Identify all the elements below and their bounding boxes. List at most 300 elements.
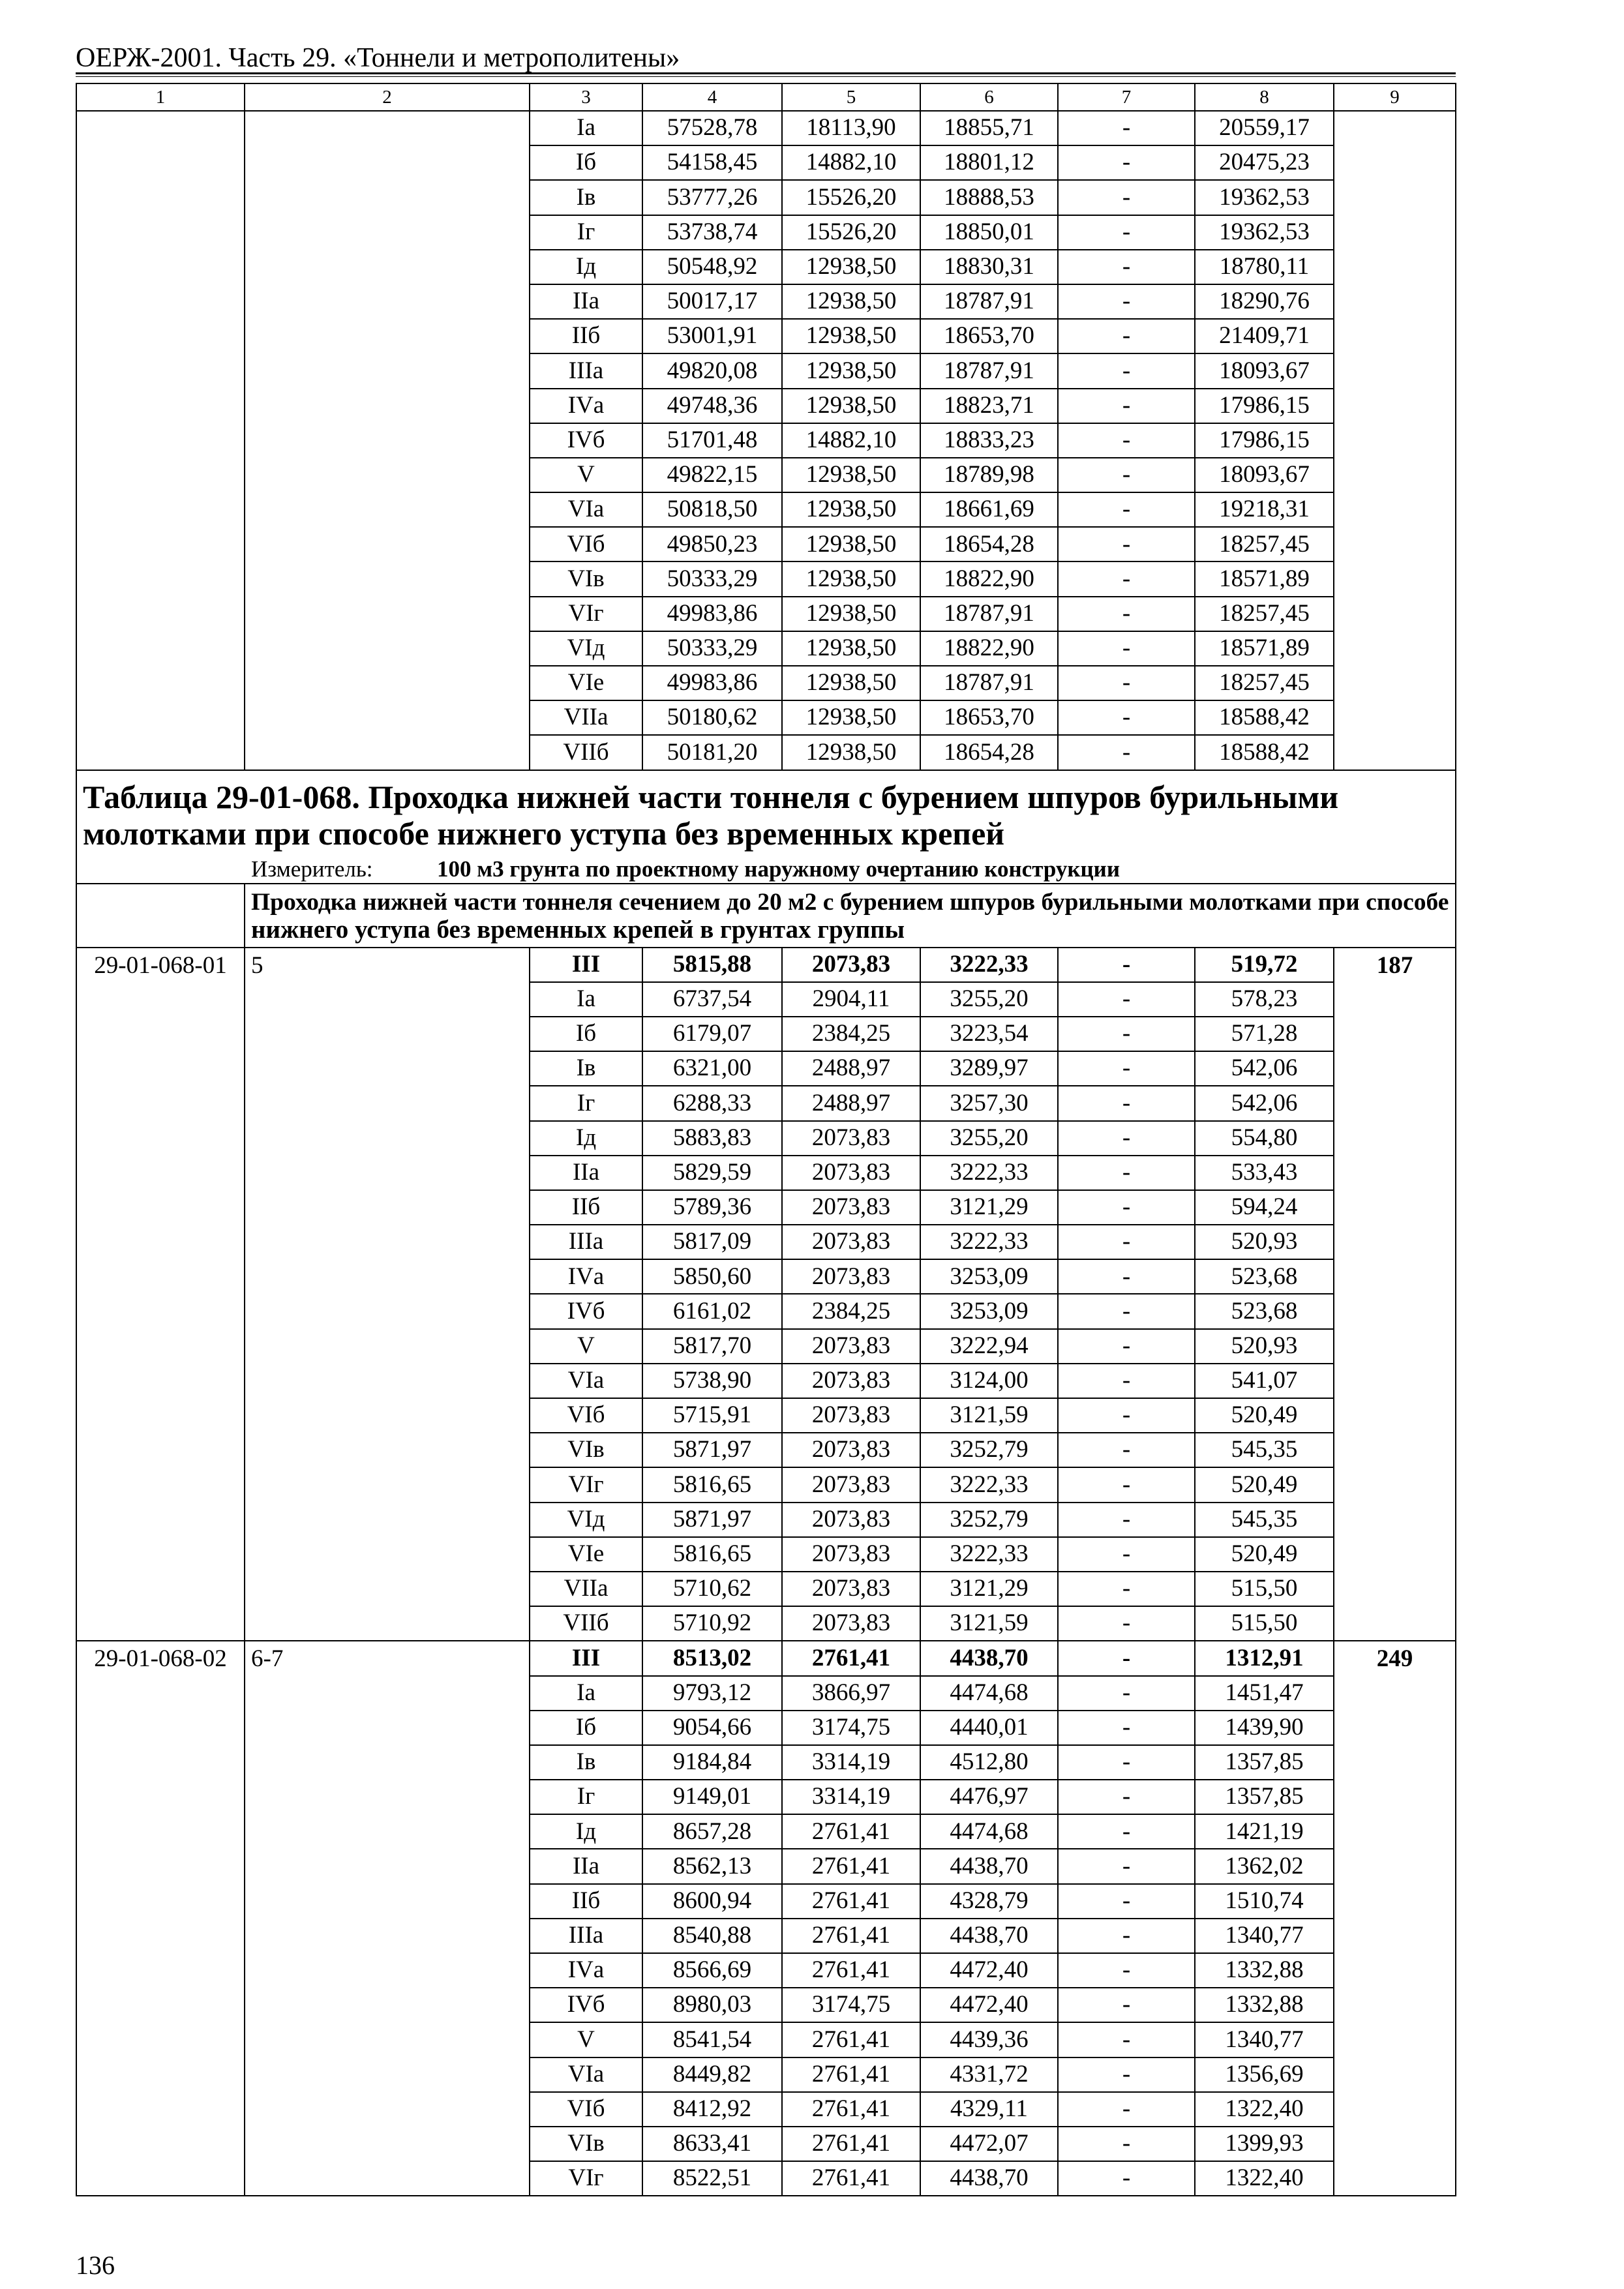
col8-value-cell: 1340,77 <box>1195 2022 1334 2057</box>
col4-value-cell: 9184,84 <box>642 1745 782 1780</box>
section-heading-cell <box>245 884 1456 948</box>
col7-value-cell: - <box>1058 735 1195 770</box>
ground-group-cell: Iд <box>530 1121 642 1156</box>
col7-value-cell: - <box>1058 423 1195 458</box>
col4-value-cell: 51701,48 <box>642 423 782 458</box>
col4-value-cell: 50333,29 <box>642 631 782 666</box>
col4-value-cell: 5738,90 <box>642 1364 782 1398</box>
ground-group-cell: IVб <box>530 1988 642 2022</box>
col8-value-cell: 1451,47 <box>1195 1676 1334 1711</box>
col7-value-cell: - <box>1058 700 1195 735</box>
column-number-cell: 9 <box>1334 83 1456 111</box>
col6-value-cell: 3257,30 <box>920 1086 1058 1120</box>
ground-group-cell: VIе <box>530 666 642 700</box>
col5-value-cell: 2073,83 <box>782 1121 920 1156</box>
col8-value-cell: 519,72 <box>1195 948 1334 982</box>
col6-value-cell: 4440,01 <box>920 1711 1058 1745</box>
col8-value-cell: 1421,19 <box>1195 1814 1334 1849</box>
col5-value-cell: 2761,41 <box>782 1953 920 1988</box>
col6-value-cell: 4329,11 <box>920 2092 1058 2127</box>
col4-value-cell: 5871,97 <box>642 1433 782 1467</box>
col7-value-cell: - <box>1058 1572 1195 1606</box>
col5-value-cell: 2904,11 <box>782 982 920 1017</box>
col5-value-cell: 2073,83 <box>782 1259 920 1294</box>
col6-value-cell: 3121,29 <box>920 1190 1058 1225</box>
table-title-line: Таблица 29-01-068. Проходка нижней части тоннеля с бурением шпуров бурильными <box>83 778 1339 815</box>
ground-group-cell: VIб <box>530 527 642 561</box>
col5-value-cell: 2761,41 <box>782 1814 920 1849</box>
col7-value-cell: - <box>1058 1849 1195 1883</box>
col8-value-cell: 515,50 <box>1195 1572 1334 1606</box>
col7-value-cell: - <box>1058 1988 1195 2022</box>
col8-value-cell: 19362,53 <box>1195 180 1334 215</box>
ground-group-cell: Iг <box>530 215 642 250</box>
ground-group-cell: IVб <box>530 1294 642 1328</box>
col8-value-cell: 520,49 <box>1195 1398 1334 1433</box>
col4-value-cell: 53001,91 <box>642 319 782 353</box>
col7-value-cell: - <box>1058 284 1195 319</box>
ground-group-cell: VIIб <box>530 1606 642 1641</box>
col7-value-cell: - <box>1058 948 1195 982</box>
col7-value-cell: - <box>1058 2092 1195 2127</box>
col6-value-cell: 18654,28 <box>920 735 1058 770</box>
col6-value-cell: 3252,79 <box>920 1433 1058 1467</box>
col4-value-cell: 50180,62 <box>642 700 782 735</box>
column-number-cell: 3 <box>530 83 642 111</box>
column-number-cell: 8 <box>1195 83 1334 111</box>
col7-value-cell: - <box>1058 1606 1195 1641</box>
col7-value-cell: - <box>1058 527 1195 561</box>
col7-value-cell: - <box>1058 1433 1195 1467</box>
ground-group-cell: VIIа <box>530 700 642 735</box>
col4-value-cell: 8541,54 <box>642 2022 782 2057</box>
col5-value-cell: 12938,50 <box>782 666 920 700</box>
col6-value-cell: 4331,72 <box>920 2057 1058 2092</box>
col4-value-cell: 8566,69 <box>642 1953 782 1988</box>
col6-value-cell: 18787,91 <box>920 284 1058 319</box>
col7-value-cell: - <box>1058 353 1195 388</box>
ground-group-cell: IIа <box>530 1156 642 1190</box>
col5-value-cell: 12938,50 <box>782 389 920 423</box>
col5-value-cell: 12938,50 <box>782 250 920 284</box>
col6-value-cell: 18787,91 <box>920 353 1058 388</box>
col8-value-cell: 1362,02 <box>1195 1849 1334 1883</box>
col8-value-cell: 541,07 <box>1195 1364 1334 1398</box>
column-number-cell: 2 <box>245 83 530 111</box>
col6-value-cell: 18654,28 <box>920 527 1058 561</box>
col7-value-cell: - <box>1058 1398 1195 1433</box>
col5-value-cell: 3174,75 <box>782 1988 920 2022</box>
col4-value-cell: 8449,82 <box>642 2057 782 2092</box>
col8-value-cell: 20559,17 <box>1195 111 1334 145</box>
col5-value-cell: 12938,50 <box>782 527 920 561</box>
col5-value-cell: 3174,75 <box>782 1711 920 1745</box>
col6-value-cell: 3222,33 <box>920 1537 1058 1572</box>
col6-value-cell: 3121,59 <box>920 1398 1058 1433</box>
col6-value-cell: 3255,20 <box>920 982 1058 1017</box>
col7-value-cell: - <box>1058 250 1195 284</box>
empty-cell <box>245 111 530 770</box>
table-title-row <box>76 770 1456 884</box>
ground-group-cell: Iг <box>530 1780 642 1814</box>
col7-value-cell: - <box>1058 1294 1195 1328</box>
ground-group-cell: VIIб <box>530 735 642 770</box>
col7-value-cell: - <box>1058 1676 1195 1711</box>
ground-group-cell: Iв <box>530 1745 642 1780</box>
col5-value-cell: 2761,41 <box>782 1919 920 1953</box>
ground-group-cell: Iв <box>530 1051 642 1086</box>
col6-value-cell: 3253,09 <box>920 1259 1058 1294</box>
col6-value-cell: 3124,00 <box>920 1364 1058 1398</box>
col5-value-cell: 2073,83 <box>782 1537 920 1572</box>
ground-group-cell: VIе <box>530 1537 642 1572</box>
col8-value-cell: 520,49 <box>1195 1537 1334 1572</box>
col4-value-cell: 8980,03 <box>642 1988 782 2022</box>
col4-value-cell: 6288,33 <box>642 1086 782 1120</box>
col9-value-cell: 187 <box>1334 948 1456 1641</box>
rate-code-cell: 29-01-068-02 <box>76 1641 245 2196</box>
ground-group-cell: V <box>530 458 642 492</box>
col6-value-cell: 18823,71 <box>920 389 1058 423</box>
ground-group-cell: Iа <box>530 111 642 145</box>
col4-value-cell: 8600,94 <box>642 1884 782 1919</box>
page-header-title: ОЕРЖ-2001. Часть 29. «Тоннели и метрополитены» <box>76 43 680 73</box>
col5-value-cell: 2073,83 <box>782 1398 920 1433</box>
col6-value-cell: 4472,40 <box>920 1953 1058 1988</box>
column-number-cell: 4 <box>642 83 782 111</box>
ground-group-cell: III <box>530 948 642 982</box>
col7-value-cell: - <box>1058 1953 1195 1988</box>
col7-value-cell: - <box>1058 1329 1195 1364</box>
col4-value-cell: 5817,70 <box>642 1329 782 1364</box>
col6-value-cell: 4474,68 <box>920 1676 1058 1711</box>
col5-value-cell: 12938,50 <box>782 631 920 666</box>
col7-value-cell: - <box>1058 1780 1195 1814</box>
col8-value-cell: 18093,67 <box>1195 458 1334 492</box>
col5-value-cell: 15526,20 <box>782 180 920 215</box>
col7-value-cell: - <box>1058 145 1195 180</box>
col7-value-cell: - <box>1058 389 1195 423</box>
col4-value-cell: 50818,50 <box>642 492 782 527</box>
ground-group-cell: V <box>530 1329 642 1364</box>
col8-value-cell: 578,23 <box>1195 982 1334 1017</box>
col6-value-cell: 18787,91 <box>920 597 1058 631</box>
col4-value-cell: 6321,00 <box>642 1051 782 1086</box>
col6-value-cell: 3223,54 <box>920 1017 1058 1051</box>
col4-value-cell: 9149,01 <box>642 1780 782 1814</box>
table-title-cell <box>76 770 1456 884</box>
col6-value-cell: 18653,70 <box>920 700 1058 735</box>
col7-value-cell: - <box>1058 2127 1195 2161</box>
col4-value-cell: 5816,65 <box>642 1467 782 1502</box>
col7-value-cell: - <box>1058 1745 1195 1780</box>
col8-value-cell: 18257,45 <box>1195 597 1334 631</box>
col7-value-cell: - <box>1058 1190 1195 1225</box>
col8-value-cell: 1399,93 <box>1195 2127 1334 2161</box>
col4-value-cell: 50333,29 <box>642 561 782 596</box>
col4-value-cell: 53777,26 <box>642 180 782 215</box>
ground-group-cell: Iв <box>530 180 642 215</box>
col6-value-cell: 3255,20 <box>920 1121 1058 1156</box>
col7-value-cell: - <box>1058 982 1195 1017</box>
col6-value-cell: 4438,70 <box>920 1849 1058 1883</box>
ground-group-cell: IIIа <box>530 1919 642 1953</box>
col8-value-cell: 542,06 <box>1195 1086 1334 1120</box>
col8-value-cell: 18290,76 <box>1195 284 1334 319</box>
col6-value-cell: 4474,68 <box>920 1814 1058 1849</box>
col4-value-cell: 5871,97 <box>642 1503 782 1537</box>
col6-value-cell: 3289,97 <box>920 1051 1058 1086</box>
col4-value-cell: 49822,15 <box>642 458 782 492</box>
ground-group-cell: Iб <box>530 1711 642 1745</box>
col5-value-cell: 2761,41 <box>782 1884 920 1919</box>
unit-value: 100 м3 грунта по проектному наружному очертанию конструкции <box>437 856 1120 882</box>
col7-value-cell: - <box>1058 1467 1195 1502</box>
ground-group-cell: IIа <box>530 1849 642 1883</box>
ground-group-cell: IVа <box>530 1259 642 1294</box>
col6-value-cell: 4328,79 <box>920 1884 1058 1919</box>
ground-group-cell: IIIа <box>530 1225 642 1259</box>
col7-value-cell: - <box>1058 111 1195 145</box>
col5-value-cell: 12938,50 <box>782 458 920 492</box>
col4-value-cell: 54158,45 <box>642 145 782 180</box>
col4-value-cell: 5829,59 <box>642 1156 782 1190</box>
col7-value-cell: - <box>1058 1017 1195 1051</box>
ground-group-cell: VIIа <box>530 1572 642 1606</box>
col4-value-cell: 5710,62 <box>642 1572 782 1606</box>
col4-value-cell: 8633,41 <box>642 2127 782 2161</box>
col8-value-cell: 1312,91 <box>1195 1641 1334 1675</box>
table-title-line: молотками при способе нижнего уступа без временных крепей <box>83 815 1005 852</box>
col5-value-cell: 2073,83 <box>782 1156 920 1190</box>
col7-value-cell: - <box>1058 561 1195 596</box>
col8-value-cell: 1357,85 <box>1195 1780 1334 1814</box>
col6-value-cell: 3121,29 <box>920 1572 1058 1606</box>
col6-value-cell: 4439,36 <box>920 2022 1058 2057</box>
col7-value-cell: - <box>1058 2057 1195 2092</box>
col5-value-cell: 2488,97 <box>782 1051 920 1086</box>
col4-value-cell: 50181,20 <box>642 735 782 770</box>
col4-value-cell: 8513,02 <box>642 1641 782 1675</box>
ground-group-cell: Iб <box>530 1017 642 1051</box>
col5-value-cell: 3866,97 <box>782 1676 920 1711</box>
col8-value-cell: 18093,67 <box>1195 353 1334 388</box>
col8-value-cell: 1510,74 <box>1195 1884 1334 1919</box>
col8-value-cell: 1340,77 <box>1195 1919 1334 1953</box>
ground-group-cell: VIд <box>530 1503 642 1537</box>
col6-value-cell: 3253,09 <box>920 1294 1058 1328</box>
col7-value-cell: - <box>1058 1225 1195 1259</box>
col8-value-cell: 1332,88 <box>1195 1988 1334 2022</box>
ground-group-cell: VIа <box>530 2057 642 2092</box>
col6-value-cell: 3222,33 <box>920 1156 1058 1190</box>
ground-group-cell: VIб <box>530 2092 642 2127</box>
col5-value-cell: 2384,25 <box>782 1294 920 1328</box>
col5-value-cell: 12938,50 <box>782 492 920 527</box>
col6-value-cell: 3252,79 <box>920 1503 1058 1537</box>
col5-value-cell: 3314,19 <box>782 1780 920 1814</box>
col4-value-cell: 5816,65 <box>642 1537 782 1572</box>
col5-value-cell: 2761,41 <box>782 2022 920 2057</box>
ground-group-cell: IVа <box>530 1953 642 1988</box>
section-heading-row <box>76 884 1456 948</box>
col5-value-cell: 2073,83 <box>782 1606 920 1641</box>
col5-value-cell: 14882,10 <box>782 423 920 458</box>
col5-value-cell: 12938,50 <box>782 561 920 596</box>
column-number-cell: 1 <box>76 83 245 111</box>
ground-group-cell: IIб <box>530 1190 642 1225</box>
ground-group-cell: IIб <box>530 319 642 353</box>
col7-value-cell: - <box>1058 492 1195 527</box>
col5-value-cell: 12938,50 <box>782 319 920 353</box>
header-double-rule <box>76 72 1456 77</box>
col4-value-cell: 5815,88 <box>642 948 782 982</box>
empty-cell <box>76 111 245 770</box>
col4-value-cell: 5789,36 <box>642 1190 782 1225</box>
col4-value-cell: 5710,92 <box>642 1606 782 1641</box>
col6-value-cell: 18833,23 <box>920 423 1058 458</box>
col4-value-cell: 50017,17 <box>642 284 782 319</box>
unit-of-measure <box>251 856 1452 882</box>
column-number-cell: 7 <box>1058 83 1195 111</box>
col6-value-cell: 18850,01 <box>920 215 1058 250</box>
col8-value-cell: 520,49 <box>1195 1467 1334 1502</box>
col5-value-cell: 18113,90 <box>782 111 920 145</box>
col8-value-cell: 17986,15 <box>1195 389 1334 423</box>
col6-value-cell: 3222,33 <box>920 1467 1058 1502</box>
col4-value-cell: 8562,13 <box>642 1849 782 1883</box>
col8-value-cell: 533,43 <box>1195 1156 1334 1190</box>
ground-group-cell: Iа <box>530 982 642 1017</box>
col5-value-cell: 12938,50 <box>782 597 920 631</box>
col5-value-cell: 2761,41 <box>782 2161 920 2196</box>
col7-value-cell: - <box>1058 1537 1195 1572</box>
ground-group-cell: III <box>530 1641 642 1675</box>
col4-value-cell: 6179,07 <box>642 1017 782 1051</box>
rate-code-cell: 29-01-068-01 <box>76 948 245 1641</box>
ground-group-cell: Iа <box>530 1676 642 1711</box>
col6-value-cell: 4438,70 <box>920 1919 1058 1953</box>
col6-value-cell: 4438,70 <box>920 1641 1058 1675</box>
ground-group-cell: IIIа <box>530 353 642 388</box>
col6-value-cell: 18822,90 <box>920 561 1058 596</box>
col5-value-cell: 2488,97 <box>782 1086 920 1120</box>
col8-value-cell: 594,24 <box>1195 1190 1334 1225</box>
empty-cell <box>76 884 245 948</box>
col6-value-cell: 3222,33 <box>920 948 1058 982</box>
col5-value-cell: 15526,20 <box>782 215 920 250</box>
rates-table-body <box>76 83 1456 2196</box>
ground-group-cell: Iд <box>530 250 642 284</box>
ground-group-cell: VIг <box>530 597 642 631</box>
col7-value-cell: - <box>1058 180 1195 215</box>
col7-value-cell: - <box>1058 1364 1195 1398</box>
col6-value-cell: 4476,97 <box>920 1780 1058 1814</box>
col4-value-cell: 8540,88 <box>642 1919 782 1953</box>
col8-value-cell: 19362,53 <box>1195 215 1334 250</box>
col8-value-cell: 523,68 <box>1195 1294 1334 1328</box>
col7-value-cell: - <box>1058 1121 1195 1156</box>
col4-value-cell: 57528,78 <box>642 111 782 145</box>
col5-value-cell: 12938,50 <box>782 700 920 735</box>
col5-value-cell: 2761,41 <box>782 2057 920 2092</box>
col7-value-cell: - <box>1058 1503 1195 1537</box>
col4-value-cell: 5850,60 <box>642 1259 782 1294</box>
col6-value-cell: 18787,91 <box>920 666 1058 700</box>
rates-table <box>76 83 1456 2196</box>
col5-value-cell: 2073,83 <box>782 1329 920 1364</box>
col7-value-cell: - <box>1058 1156 1195 1190</box>
col8-value-cell: 18588,42 <box>1195 735 1334 770</box>
col4-value-cell: 8522,51 <box>642 2161 782 2196</box>
col7-value-cell: - <box>1058 458 1195 492</box>
ground-group-cell: V <box>530 2022 642 2057</box>
col7-value-cell: - <box>1058 2161 1195 2196</box>
col8-value-cell: 1322,40 <box>1195 2092 1334 2127</box>
column-number-cell: 6 <box>920 83 1058 111</box>
ground-group-cell: IIа <box>530 284 642 319</box>
ground-group-cell: VIв <box>530 1433 642 1467</box>
ground-group-cell: Iб <box>530 145 642 180</box>
ground-group-cell: VIа <box>530 492 642 527</box>
ground-group-cell: Iд <box>530 1814 642 1849</box>
work-name-cell: 5 <box>245 948 530 1641</box>
col8-value-cell: 1357,85 <box>1195 1745 1334 1780</box>
col8-value-cell: 1332,88 <box>1195 1953 1334 1988</box>
col8-value-cell: 1356,69 <box>1195 2057 1334 2092</box>
col8-value-cell: 545,35 <box>1195 1503 1334 1537</box>
column-number-row <box>76 83 1456 111</box>
col7-value-cell: - <box>1058 1919 1195 1953</box>
col8-value-cell: 523,68 <box>1195 1259 1334 1294</box>
table-row <box>76 1641 1456 1675</box>
col5-value-cell: 2073,83 <box>782 1190 920 1225</box>
table-row <box>76 948 1456 982</box>
col7-value-cell: - <box>1058 215 1195 250</box>
col4-value-cell: 49850,23 <box>642 527 782 561</box>
col7-value-cell: - <box>1058 1259 1195 1294</box>
col6-value-cell: 18830,31 <box>920 250 1058 284</box>
col5-value-cell: 14882,10 <box>782 145 920 180</box>
col9-value-cell: 249 <box>1334 1641 1456 2196</box>
col6-value-cell: 18822,90 <box>920 631 1058 666</box>
col4-value-cell: 49820,08 <box>642 353 782 388</box>
col7-value-cell: - <box>1058 319 1195 353</box>
ground-group-cell: VIб <box>530 1398 642 1433</box>
ground-group-cell: VIг <box>530 2161 642 2196</box>
col4-value-cell: 53738,74 <box>642 215 782 250</box>
col8-value-cell: 1439,90 <box>1195 1711 1334 1745</box>
col5-value-cell: 2761,41 <box>782 2127 920 2161</box>
col4-value-cell: 49983,86 <box>642 666 782 700</box>
col5-value-cell: 12938,50 <box>782 353 920 388</box>
col8-value-cell: 571,28 <box>1195 1017 1334 1051</box>
col5-value-cell: 2761,41 <box>782 2092 920 2127</box>
col5-value-cell: 12938,50 <box>782 284 920 319</box>
col5-value-cell: 2073,83 <box>782 1433 920 1467</box>
ground-group-cell: VIд <box>530 631 642 666</box>
col6-value-cell: 4472,40 <box>920 1988 1058 2022</box>
col8-value-cell: 20475,23 <box>1195 145 1334 180</box>
col8-value-cell: 515,50 <box>1195 1606 1334 1641</box>
col6-value-cell: 18789,98 <box>920 458 1058 492</box>
col5-value-cell: 2384,25 <box>782 1017 920 1051</box>
col8-value-cell: 542,06 <box>1195 1051 1334 1086</box>
col4-value-cell: 49983,86 <box>642 597 782 631</box>
col4-value-cell: 6737,54 <box>642 982 782 1017</box>
col5-value-cell: 2073,83 <box>782 1572 920 1606</box>
col4-value-cell: 9793,12 <box>642 1676 782 1711</box>
